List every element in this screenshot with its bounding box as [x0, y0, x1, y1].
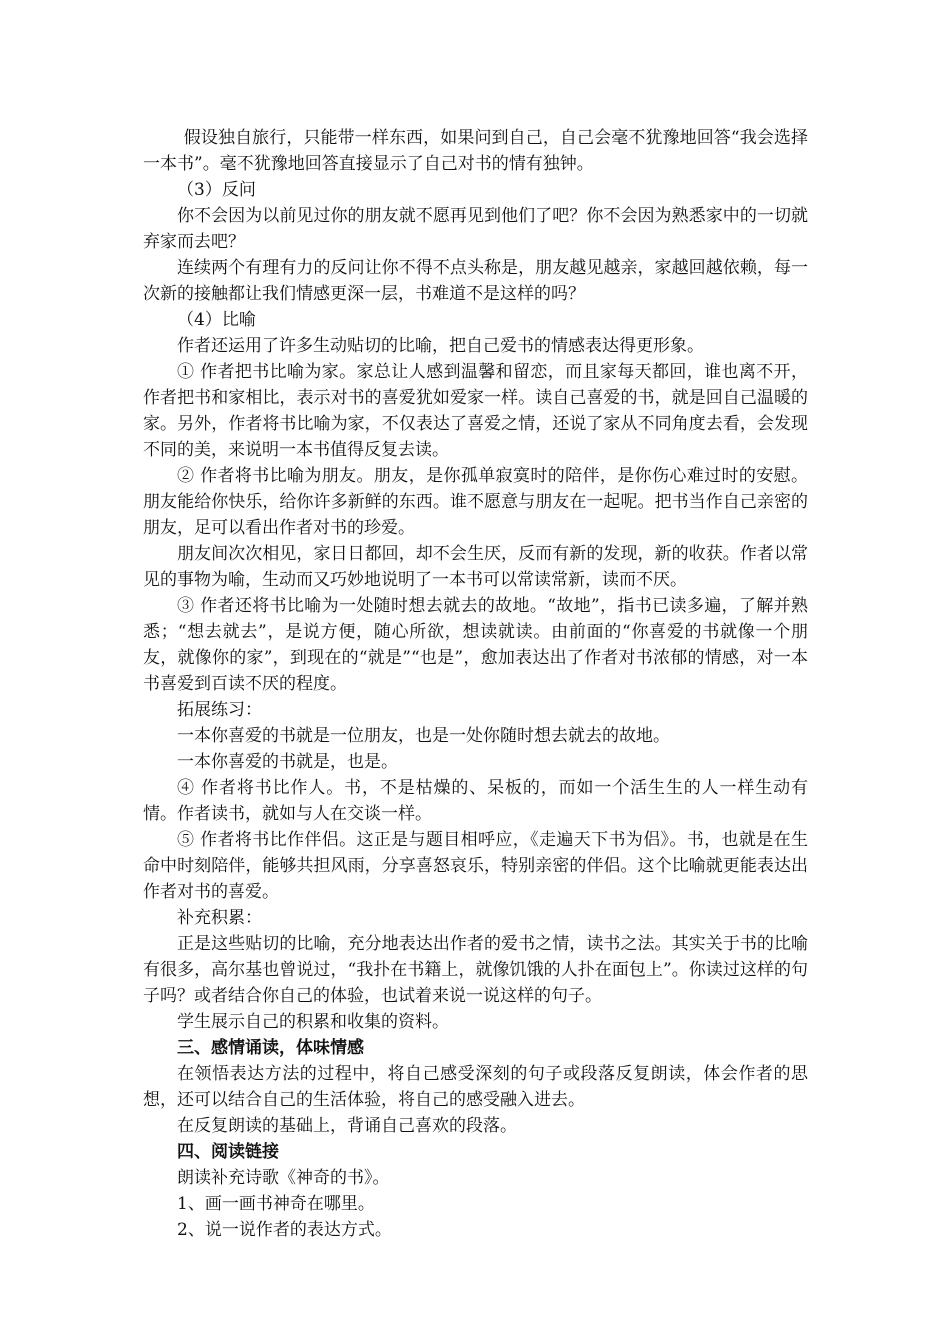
section-heading-4: 四、阅读链接	[177, 1142, 279, 1162]
paragraph: 一本你喜爱的书就是一位朋友，也是一处你随时想去就去的故地。	[177, 726, 670, 746]
document-body	[143, 125, 808, 1243]
paragraph: 正是这些贴切的比喻，充分地表达出作者的爱书之情，读书之法。其实关于书的比喻有很多，高尔基也曾说过，“我扑在书籍上，就像饥饿的人扑在面包上”。你读过这样的句子吗？或者结合你自己的体验，也试着来说一说这样的句子。	[143, 934, 808, 1006]
label-supplement: 补充积累：	[177, 908, 262, 928]
paragraph: ② 作者将书比喻为朋友。朋友，是你孤单寂寞时的陪伴，是你伤心难过时的安慰。朋友能给你快乐，给你许多新鲜的东西。谁不愿意与朋友在一起呢。把书当作自己亲密的朋友，足可以看出作者对书的珍爱。	[143, 466, 808, 538]
paragraph: ③ 作者还将书比喻为一处随时想去就去的故地。“故地”，指书已读多遍，了解并熟悉；“想去就去”，是说方便，随心所欲，想读就读。由前面的“你喜爱的书就像一个朋友，就像你的家”，到现在的“就是”“也是”，愈加表达出了作者对书浓郁的情感，对一本书喜爱到百读不厌的程度。	[143, 596, 808, 694]
paragraph: 在领悟表达方法的过程中，将自己感受深刻的句子或段落反复朗读，体会作者的思想，还可以结合自己的生活体验，将自己的感受融入进去。	[143, 1064, 808, 1110]
list-item: 1、画一画书神奇在哪里。	[177, 1194, 375, 1214]
paragraph: 在反复朗读的基础上，背诵自己喜欢的段落。	[177, 1116, 517, 1136]
paragraph: 作者还运用了许多生动贴切的比喻，把自己爱书的情感表达得更形象。	[177, 336, 704, 356]
paragraph: ④ 作者将书比作人。书，不是枯燥的、呆板的，而如一个活生生的人一样生动有情。作者读书，就如与人在交谈一样。	[143, 778, 808, 824]
paragraph: 假设独自旅行，只能带一样东西，如果问到自己，自己会毫不犹豫地回答“我会选择一本书”。毫不犹豫地回答直接显示了自己对书的情有独钟。	[143, 128, 808, 174]
paragraph: 一本你喜爱的书就是，也是。	[177, 752, 398, 772]
subheading-rhetorical-question: （3）反问	[177, 180, 256, 200]
subheading-metaphor: （4）比喻	[177, 310, 256, 330]
list-item: 2、说一说作者的表达方式。	[177, 1220, 392, 1240]
section-heading-3: 三、感情诵读，体味情感	[177, 1038, 364, 1058]
paragraph: ① 作者把书比喻为家。家总让人感到温馨和留恋，而且家每天都回，谁也离不开，作者把书和家相比，表示对书的喜爱犹如爱家一样。读自己喜爱的书，就是回自己温暖的家。另外，作者将书比喻为家，不仅表达了喜爱之情，还说了家从不同角度去看，会发现不同的美，来说明一本书值得反复去读。	[143, 362, 808, 460]
paragraph: 朗读补充诗歌《神奇的书》。	[177, 1168, 390, 1188]
paragraph: 学生展示自己的积累和收集的资料。	[177, 1012, 449, 1032]
paragraph: ⑤ 作者将书比作伴侣。这正是与题目相呼应，《走遍天下书为侣》。书，也就是在生命中时刻陪伴，能够共担风雨，分享喜怒哀乐，特别亲密的伴侣。这个比喻就更能表达出作者对书的喜爱。	[143, 830, 808, 902]
paragraph: 你不会因为以前见过你的朋友就不愿再见到他们了吧？你不会因为熟悉家中的一切就弃家而去吧？	[143, 206, 808, 252]
paragraph: 连续两个有理有力的反问让你不得不点头称是，朋友越见越亲，家越回越依赖，每一次新的接触都让我们情感更深一层，书难道不是这样的吗？	[143, 258, 808, 304]
label-extension-exercise: 拓展练习：	[177, 700, 262, 720]
paragraph: 朋友间次次相见，家日日都回，却不会生厌，反而有新的发现，新的收获。作者以常见的事物为喻，生动而又巧妙地说明了一本书可以常读常新，读而不厌。	[143, 544, 808, 590]
